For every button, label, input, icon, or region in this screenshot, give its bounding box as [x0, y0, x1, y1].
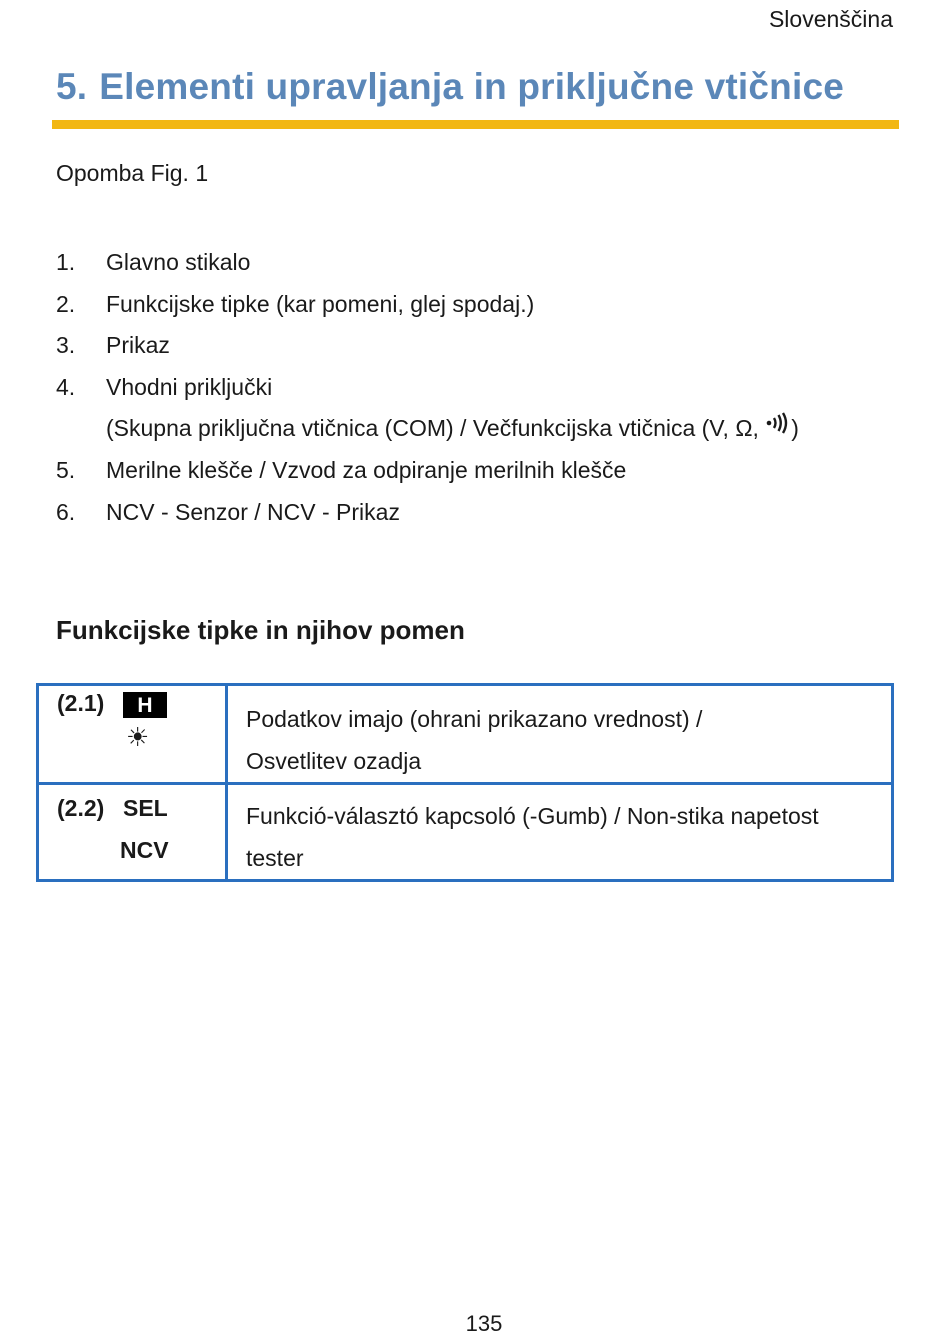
item-text: Vhodni priključki [106, 373, 273, 400]
item-text: NCV - Senzor / NCV - Prikaz [106, 498, 400, 525]
item-number: 4. [56, 373, 76, 400]
chapter-number: 5. [56, 66, 88, 107]
item-number: 3. [56, 332, 76, 359]
function-keys-table [36, 683, 894, 882]
description-line: tester [246, 845, 304, 871]
item-number: 5. [56, 456, 76, 483]
page-number: 135 [465, 1311, 503, 1336]
chapter-title [56, 66, 844, 108]
figure-note: Opomba Fig. 1 [56, 160, 209, 186]
item-text: Funkcijske tipke (kar pomeni, glej spodaj.) [106, 290, 535, 317]
subtext-before: (Skupna priključna vtičnica (COM) / Večfunkcijska vtičnica (V, Ω, [106, 415, 766, 442]
list-item [56, 450, 799, 492]
item-text: Merilne klešče / Vzvod za odpiranje merilnih klešče [106, 456, 627, 483]
description-cell [227, 784, 893, 881]
description-cell [227, 685, 893, 784]
item-number: 2. [56, 290, 76, 317]
item-number: 1. [56, 249, 76, 275]
component-list [56, 242, 799, 533]
hold-key-label: H [123, 692, 167, 718]
chapter-title-text: Elementi upravljanja in priključne vtičnice [99, 66, 844, 107]
list-item [56, 325, 799, 367]
section-title: Funkcijske tipke in njihov pomen [56, 615, 465, 645]
item-text: Prikaz [106, 332, 170, 359]
table-row [38, 685, 893, 784]
key-id: (2.2) [57, 795, 105, 821]
item-number: 6. [56, 498, 76, 525]
page-language: Slovenščina [768, 6, 893, 32]
item-subtext [106, 408, 799, 450]
item-text: Glavno stikalo [106, 249, 251, 275]
key-cell [38, 784, 227, 881]
description-line: Osvetlitev ozadja [246, 748, 422, 774]
backlight-sun-icon: ☀ [126, 722, 150, 752]
list-item [56, 492, 799, 534]
title-rule [52, 120, 899, 129]
key-id: (2.1) [57, 690, 105, 716]
subtext-after: ) [791, 415, 799, 442]
ncv-key-label: NCV [120, 837, 169, 863]
sel-key-label: SEL [123, 795, 168, 821]
description-line: Podatkov imajo (ohrani prikazano vrednost) / [246, 706, 703, 732]
list-item [56, 242, 799, 284]
key-cell [38, 685, 227, 784]
continuity-sound-icon [765, 412, 791, 434]
list-item [56, 367, 799, 450]
description-line: Funkció-választó kapcsoló (-Gumb) / Non-stika napetost [246, 803, 819, 829]
list-item [56, 284, 799, 326]
table-row [38, 784, 893, 881]
